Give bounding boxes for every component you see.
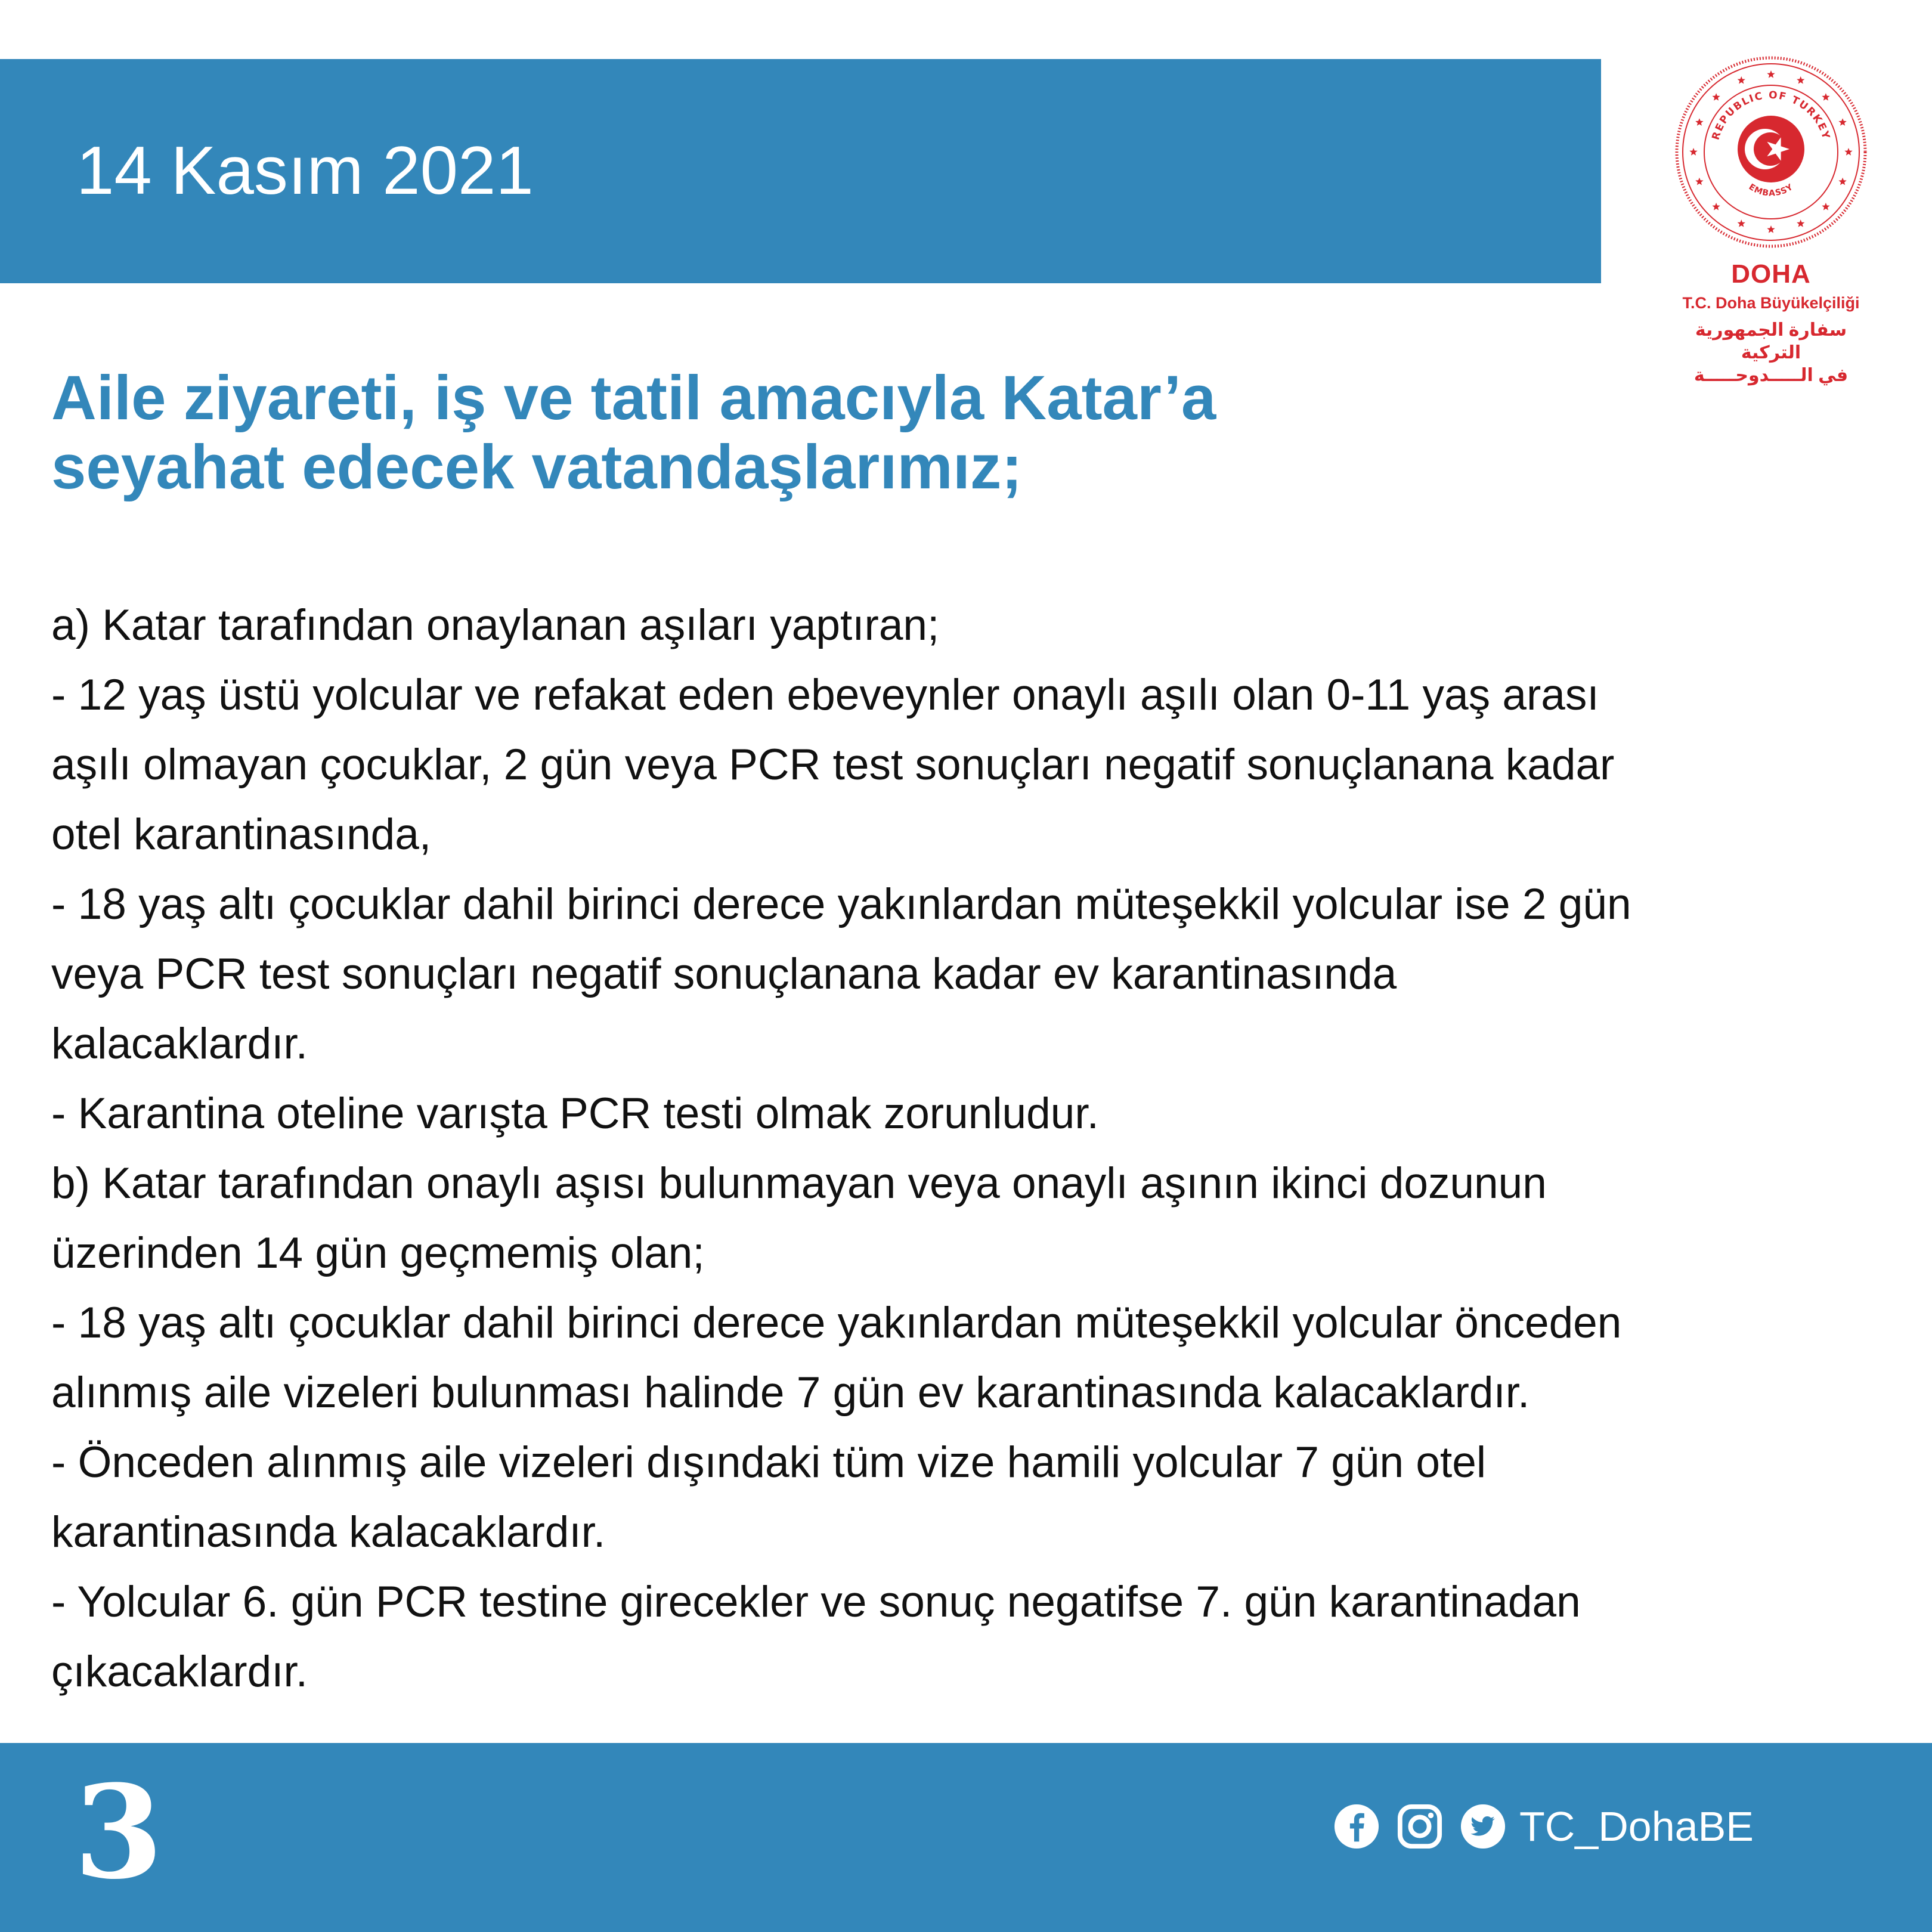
body-line: çıkacaklardır. (51, 1648, 308, 1696)
body-line: otel karantinasında, (51, 810, 432, 859)
svg-text:EMBASSY (1747, 182, 1795, 198)
seal-star-icon (1797, 219, 1804, 227)
seal-top-text: REPUBLIC OF TURKEY (1710, 89, 1832, 142)
page-number: 3 (74, 1757, 163, 1908)
body-line: - Önceden alınmış aile vizeleri dışındaki tüm vize hamili yolcular 7 gün otel (51, 1438, 1487, 1487)
logo-name-ar (1670, 319, 1872, 387)
seal-star-icon (1738, 76, 1745, 84)
date-text: 14 Kasım 2021 (76, 133, 534, 209)
seal-star-icon (1767, 70, 1775, 78)
seal-star-icon (1844, 148, 1852, 156)
social-links (1333, 1803, 1754, 1850)
seal-star-icon (1695, 178, 1703, 185)
logo-city: DOHA (1731, 259, 1811, 289)
facebook-icon[interactable] (1333, 1803, 1380, 1850)
seal-star-icon (1712, 203, 1720, 210)
seal-star-icon (1767, 225, 1775, 233)
seal-star-icon (1838, 118, 1846, 126)
twitter-icon[interactable] (1460, 1803, 1506, 1850)
social-handle: TC_DohaBE (1519, 1803, 1754, 1850)
logo-name-ar-line1: سفارة الجمهورية التركية (1695, 320, 1847, 363)
seal-star-icon (1797, 76, 1804, 84)
seal-star-icon (1822, 93, 1829, 101)
body-line: a) Katar tarafından onaylanan aşıları yaptıran; (51, 601, 940, 649)
footer-bar (0, 1743, 1932, 1932)
body-line: kalacaklardır. (51, 1020, 308, 1068)
embassy-seal-icon (1673, 54, 1869, 250)
body-line: - Yolcular 6. gün PCR testine girecekler ve sonuç negatifse 7. gün karantinadan (51, 1578, 1581, 1626)
seal-bottom-text: EMBASSY (1747, 182, 1795, 199)
embassy-logo (1670, 54, 1872, 385)
body-line: aşılı olmayan çocuklar, 2 gün veya PCR test sonuçları negatif sonuçlanana kadar (51, 741, 1615, 789)
body-line: - 18 yaş altı çocuklar dahil birinci derece yakınlardan müteşekkil yolcular önceden (51, 1299, 1622, 1347)
main-heading (51, 364, 1542, 502)
body-line: karantinasında kalacaklardır. (51, 1508, 606, 1556)
heading-line-2: seyahat edecek vatandaşlarımız; (51, 432, 1023, 502)
body-line: - 18 yaş altı çocuklar dahil birinci derece yakınlardan müteşekkil yolcular ise 2 gün (51, 880, 1631, 928)
body-line: veya PCR test sonuçları negatif sonuçlanana kadar ev karantinasında (51, 950, 1397, 998)
seal-star-icon (1838, 178, 1846, 185)
instagram-icon[interactable] (1397, 1803, 1443, 1850)
logo-name-tr: T.C. Doha Büyükelçiliği (1682, 294, 1860, 312)
body-line: alınmış aile vizeleri bulunması halinde 7 gün ev karantinasında kalacaklardır. (51, 1368, 1530, 1417)
seal-star-icon (1689, 148, 1697, 156)
body-line: - Karantina oteline varışta PCR testi olmak zorunludur. (51, 1089, 1099, 1138)
logo-name-ar-line2: في الـــــدوحـــــة (1693, 366, 1849, 385)
body-line: b) Katar tarafından onaylı aşısı bulunmayan veya onaylı aşının ikinci dozunun (51, 1159, 1547, 1208)
body-text (51, 590, 1912, 1707)
date-banner (0, 59, 1601, 283)
seal-star-icon (1695, 118, 1703, 126)
heading-line-1: Aile ziyareti, iş ve tatil amacıyla Katar’a (51, 363, 1216, 433)
body-line: - 12 yaş üstü yolcular ve refakat eden ebeveynler onaylı aşılı olan 0-11 yaş arası (51, 671, 1599, 719)
seal-star-icon (1738, 219, 1745, 227)
seal-star-icon (1822, 203, 1829, 210)
body-line: üzerinden 14 gün geçmemiş olan; (51, 1229, 705, 1277)
seal-star-icon (1712, 93, 1720, 101)
